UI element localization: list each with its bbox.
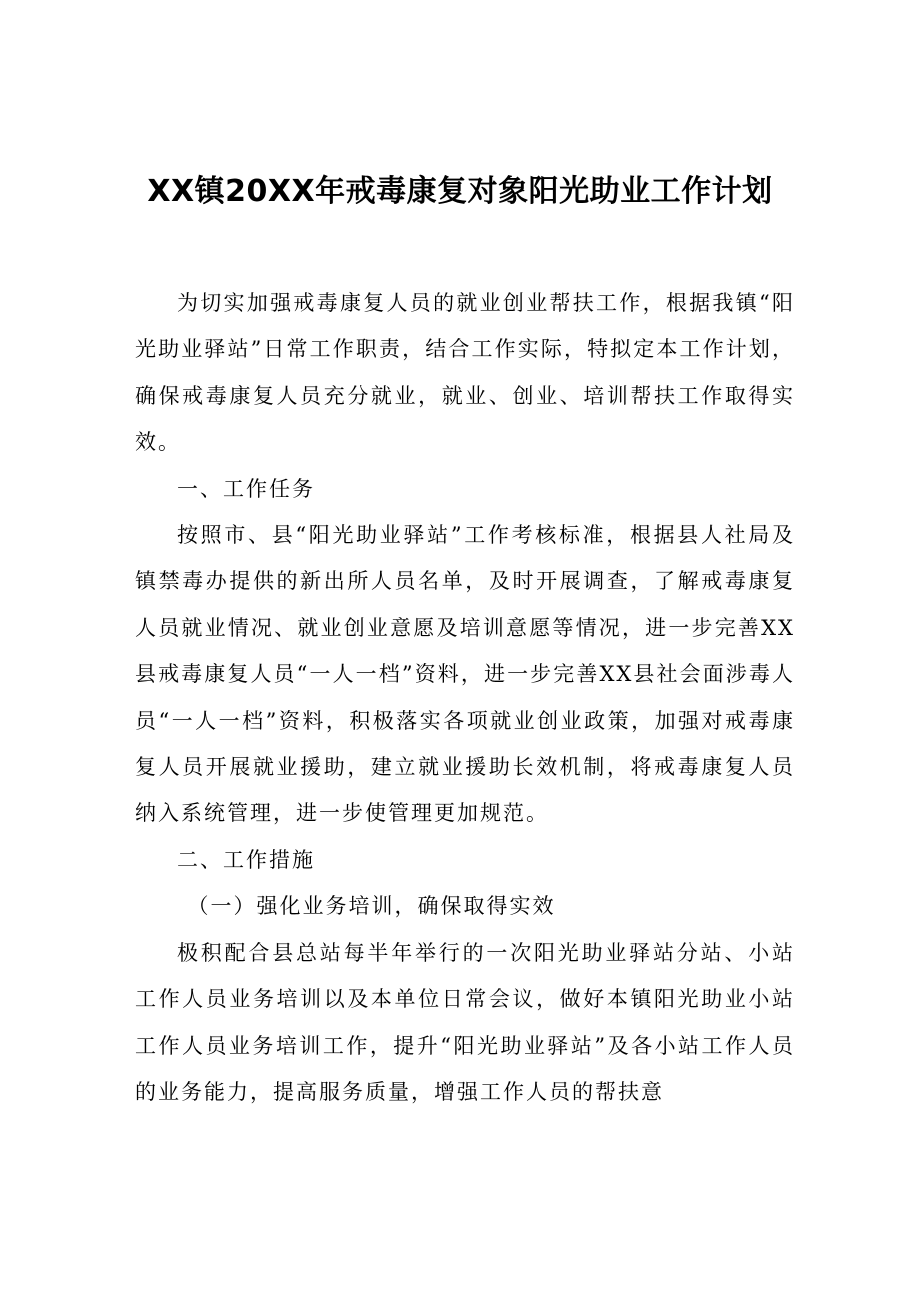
section-heading-measures: 二、工作措施 <box>177 847 315 872</box>
document-body <box>135 280 795 1115</box>
section-heading-tasks: 一、工作任务 <box>177 476 315 501</box>
subsection-heading-training: （一）强化业务培训，确保取得实效 <box>187 894 556 919</box>
intro-paragraph: 为切实加强戒毒康复人员的就业创业帮扶工作，根据我镇“阳光助业驿站”日常工作职责，结合工作实际，特拟定本工作计划，确保戒毒康复人员充分就业，就业、创业、培训帮扶工作取得实效。 <box>135 291 795 455</box>
training-paragraph: 极积配合县总站每半年举行的一次阳光助业驿站分站、小站工作人员业务培训以及本单位日常会议，做好本镇阳光助业小站工作人员业务培训工作，提升“阳光助业驿站”及各小站工作人员的业务能力，提高服务质量，增强工作人员的帮扶意 <box>135 940 795 1104</box>
document-title: XX镇20XX年戒毒康复对象阳光助业工作计划 <box>147 174 773 209</box>
tasks-paragraph: 按照市、县“阳光助业驿站”工作考核标准，根据县人社局及镇禁毒办提供的新出所人员名单，及时开展调查，了解戒毒康复人员就业情况、就业创业意愿及培训意愿等情况，进一步完善XX县戒毒康复人员“一人一档”资料，进一步完善XX县社会面涉毒人员“一人一档”资料，积极落实各项就业创业政策，加强对戒毒康复人员开展就业援助，建立就业援助长效机制，将戒毒康复人员纳入系统管理，进一步使管理更加规范。 <box>135 523 795 826</box>
